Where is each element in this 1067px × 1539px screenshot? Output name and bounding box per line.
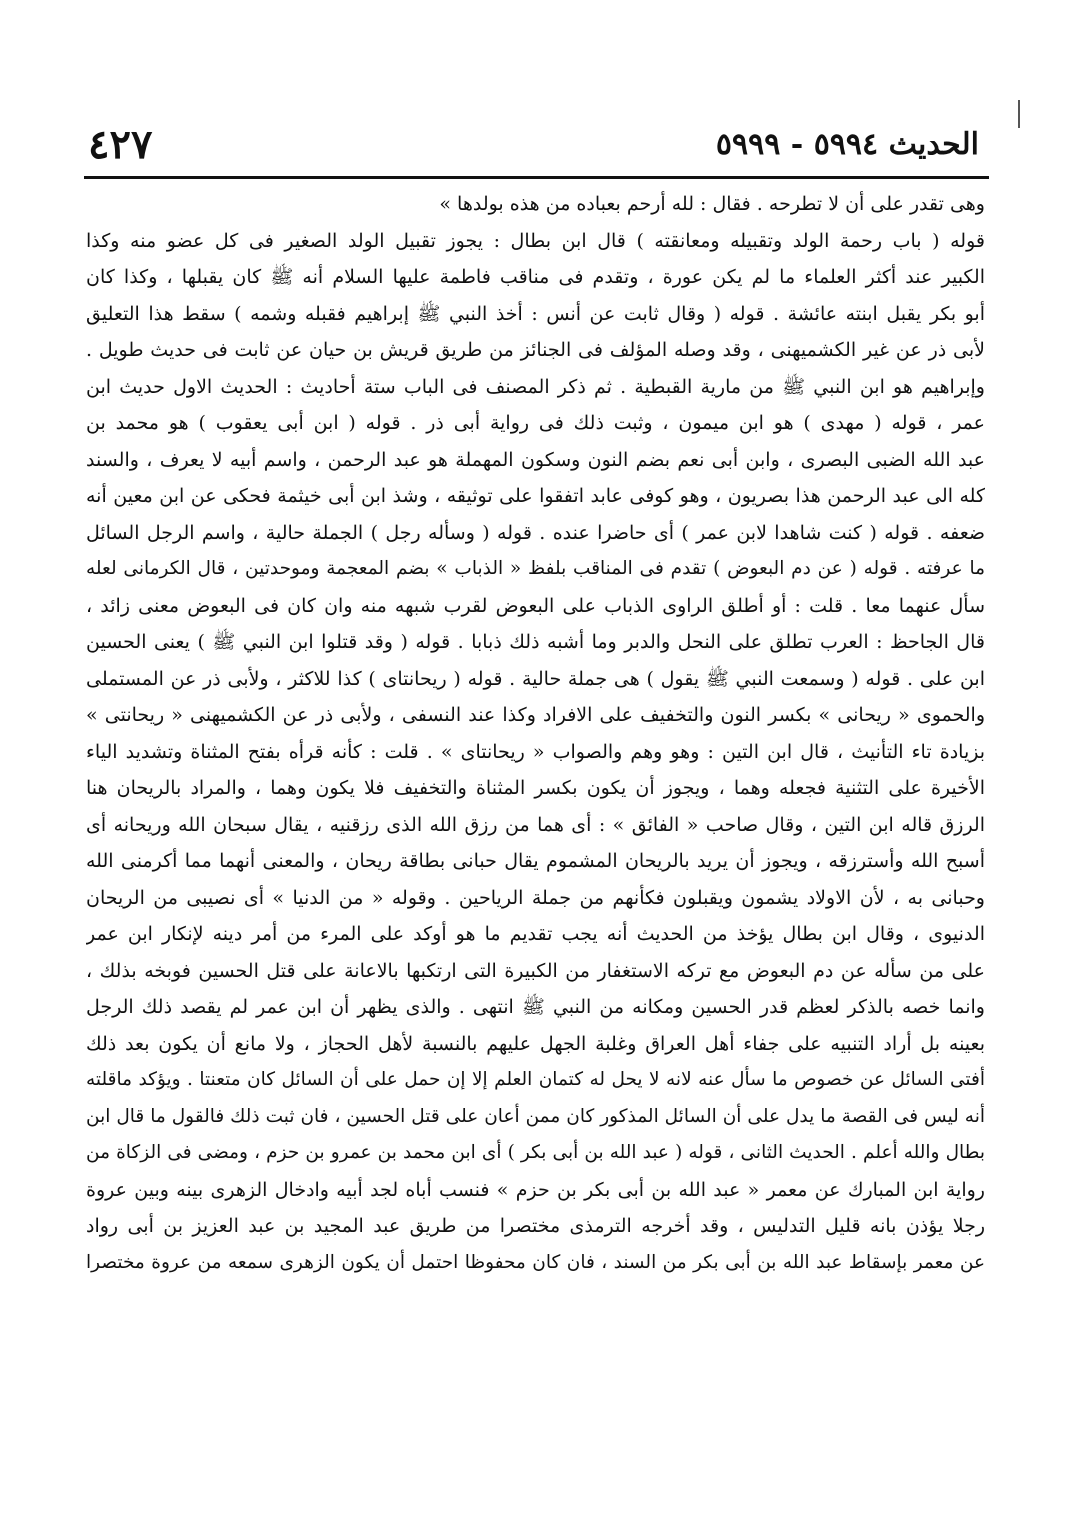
text-line: سأل عنهما معا . قلت : أو أطلق الراوى الذباب على البعوض لقرب شبهه منه وان كان فى البعوض معنى زائد ، [86,594,985,617]
text-line: وإبراهيم هو ابن النبي ﷺ من مارية القبطية . ثم ذكر المصنف فى الباب ستة أحاديث : الحديث الاول حديث ابن [86,375,985,398]
text-line: وانما خصه بالذكر لعظم قدر الحسين ومكانه من النبي ﷺ انتهى . والذى يظهر أن ابن عمر لم يقصد ذلك الرجل [86,996,985,1018]
text-line: ما عرفته . قوله ( عن دم البعوض ) تقدم فى المناقب بلفظ « الذباب » بضم المعجمة وموحدتين ، قال الكرمانى لعله [86,558,985,579]
text-line: على من سأله عن دم البعوض مع تركه الاستغفار من الكبيرة التى ارتكبها بالاعانة على قتل الحسين فوبخه بذلك ، [86,959,985,982]
page-header [88,116,979,172]
text-line: لأبى ذر عن غير الكشميهنى ، وقد وصله المؤلف فى الجنائز من طريق قريش بن حيان عن ثابت فى حديث طويل . [86,339,985,361]
body-text [86,186,985,1281]
text-line: ابن على . قوله ( وسمعت النبي ﷺ يقول ) هى جملة حالية . قوله ( ريحانتاى ) كذا للاكثر ، ولأبى ذر عن المستملى [86,667,985,690]
header-rule [84,176,989,179]
text-line: الدنيوى ، وقال ابن بطال يؤخذ من الحديث أنه يجب تقديم ما هو أوكد على المرء من أمر دينه لإنكار ابن عمر [86,923,985,945]
text-line: بطال والله أعلم . الحديث الثانى ، قوله ( عبد الله بن أبى بكر ) أى ابن محمد بن عمرو بن حزم ، ومضى فى الزكاة من [86,1142,985,1163]
text-line: ضعفه . قوله ( كنت شاهدا لابن عمر ) أى حاضرا عنده . قوله ( وسأله رجل ) الجملة حالية ، واسم الرجل السائل [86,521,985,544]
text-line: رواية ابن المبارك عن معمر « عبد الله بن أبى بكر بن حزم » فنسب أباه لجد أبيه وادخال الزهرى بينه وبين عروة [86,1178,985,1201]
text-line: والحموى « ريحانى » بكسر النون والتخفيف على الافراد وكذا عند النسفى ، ولأبى ذر عن الكشميهنى « ريحانتى » [86,704,985,726]
text-line: عن معمر بإسقاط عبد الله بن أبى بكر من السند ، فان كان محفوظا احتمل أن يكون الزهرى سمعه من عروة مختصرا [86,1251,985,1273]
text-line: بعينه بل أراد التنبيه على جفاء أهل العراق وغلبة الجهل عليهم بالنسبة لأهل الحجاز ، ولا مانع أن يكون بعد ذلك [86,1032,985,1055]
text-line: أنه ليس فى القصة ما يدل على أن السائل المذكور كان ممن أعان على قتل الحسين ، فان ثبت ذلك فالقول ما قال ابن [86,1105,985,1127]
text-line: بزيادة تاء التأنيث ، قال ابن التين : وهو وهم والصواب « ريحانتاى » . قلت : كأنه قرأه بفتح المثناة وتشديد الياء [86,740,985,763]
text-line: عبد الله الضبى البصرى ، وابن أبى نعم بضم النون وسكون المهملة هو عبد الرحمن ، واسم أبيه لا يعرف ، والسند [86,448,985,471]
page-number: ٤٢٧ [88,120,153,168]
text-line: وهى تقدر على أن لا تطرحه . فقال : لله أرحم بعباده من هذه بولدها » [439,193,985,215]
text-line: أفتى السائل عن خصوص ما سأل عنه لانه لا يحل له كتمان العلم إلا إن حمل على أن السائل كان متعنتا . ويؤكد ماقلته [86,1069,985,1090]
margin-mark [1018,100,1020,128]
text-line: قال الجاحظ : العرب تطلق على النحل والدبر وما أشبه ذلك ذبابا . قوله ( وقد قتلوا ابن النبي ﷺ ) يعنى الحسين [86,631,985,653]
text-line: وحبانى به ، لأن الاولاد يشمون ويقبلون فكأنهم من جملة الرياحين . وقوله « من الدنيا » أى نصيبى من الريحان [86,886,985,909]
text-line: الكبير عند أكثر العلماء ما لم يكن عورة ، وتقدم فى مناقب فاطمة عليها السلام أنه ﷺ كان يقبلها ، وكذا كان [86,266,985,288]
text-line: كله الى عبد الرحمن هذا بصريون ، وهو كوفى عابد اتفقوا على توثيقه ، وشذ ابن أبى خيثمة فحكى عن ابن معين أنه [86,485,985,507]
text-line: أبو بكر يقبل ابنته عائشة . قوله ( وقال ثابت عن أنس : أخذ النبي ﷺ إبراهيم فقبله وشمه ) سقط هذا التعليق [86,302,985,325]
running-head: الحديث ٥٩٩٤ - ٥٩٩٩ [715,126,979,162]
text-line: الأخيرة على التثنية فجعله وهما ، ويجوز أن يكون بكسر المثناة والتخفيف فلا يكون وهما ، والمراد بالريحان هنا [86,777,985,799]
text-line: رجلا يؤذن بانه قليل التدليس ، وقد أخرجه الترمذى مختصرا من طريق عبد المجيد بن عبد العزيز بن أبى رواد [86,1215,985,1237]
text-line: الرزق قاله ابن التين ، وقال صاحب « الفائق » : أى هما من رزق الله الذى رزقنيه ، يقال سبحان الله وريحانه أى [86,813,985,836]
text-line: عمر ، قوله ( مهدى ) هو ابن ميمون ، وثبت ذلك فى رواية أبى ذر . قوله ( ابن أبى يعقوب ) هو محمد بن [86,412,985,434]
text-line: أسبح الله وأسترزقه ، ويجوز أن يريد بالريحان المشموم يقال حبانى بطاقة ريحان ، والمعنى أنهما مما أكرمنى الله [86,850,985,872]
text-line: قوله ( باب رحمة الولد وتقبيله ومعانقته ) قال ابن بطال : يجوز تقبيل الولد الصغير فى كل عضو منه وكذا [86,229,985,252]
